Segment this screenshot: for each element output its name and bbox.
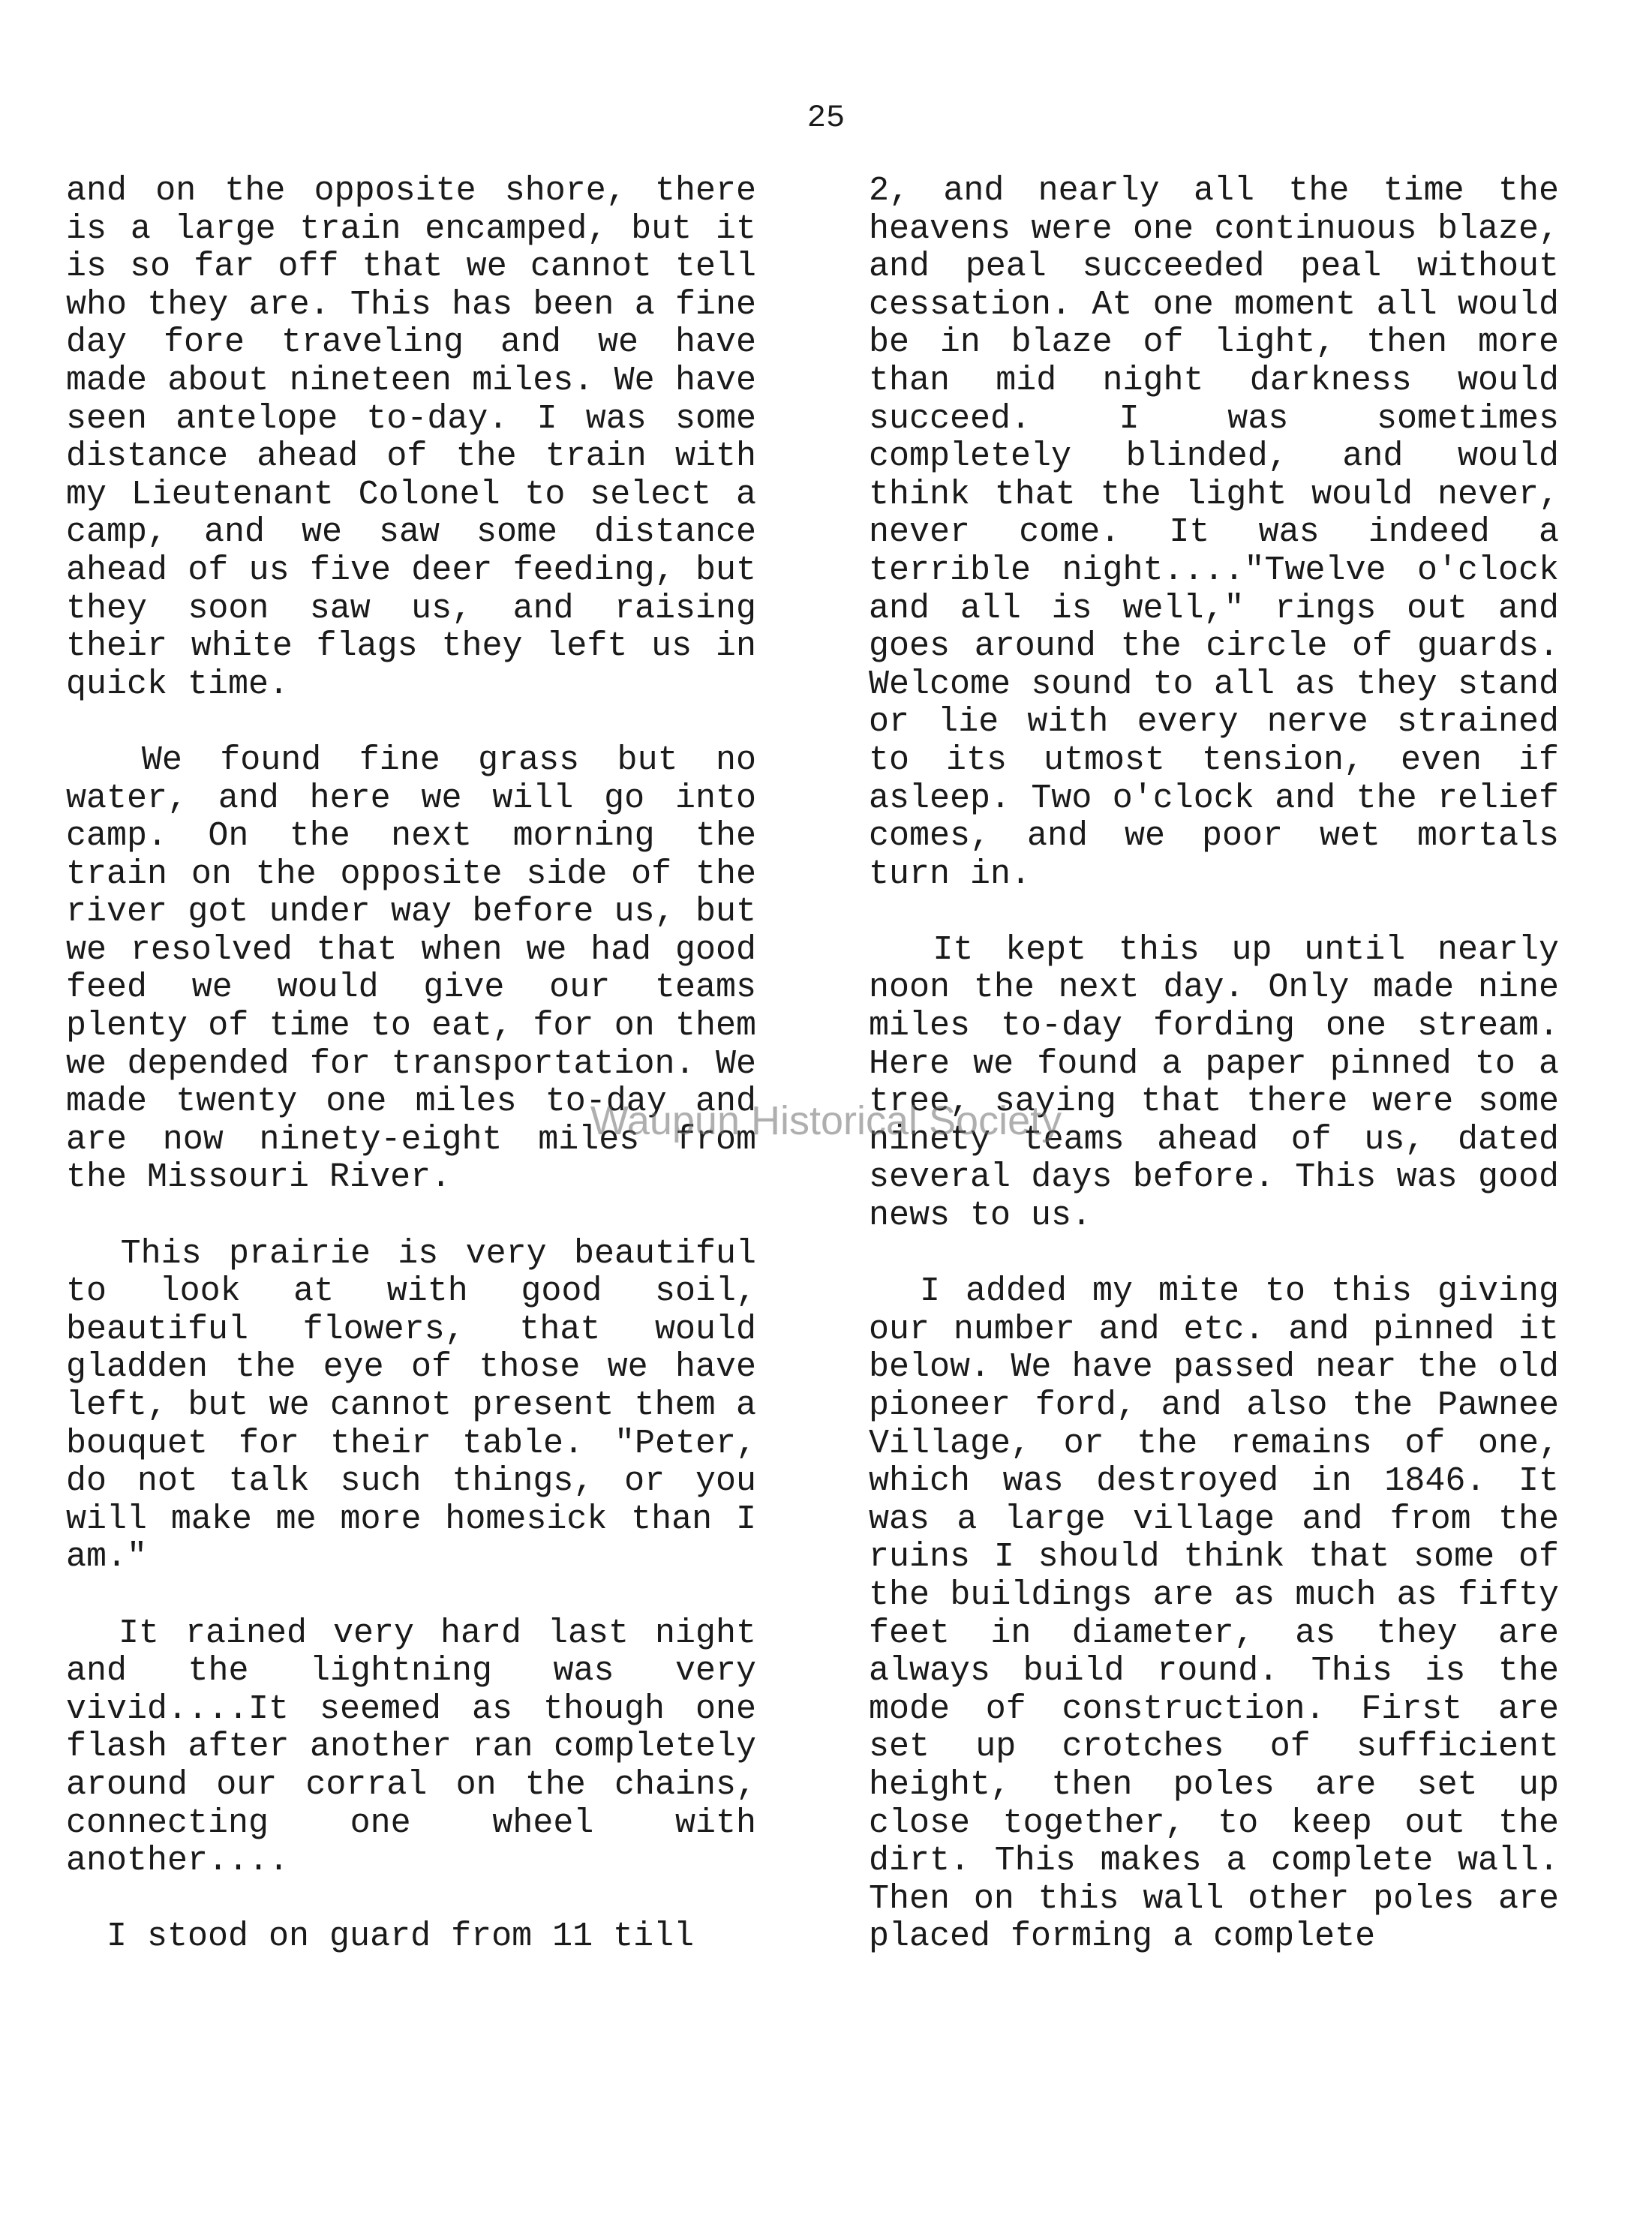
paragraph: It kept this up until nearly noon the next day. Only made nine miles to-day fording one stream. Here we found a paper pinned to a tree, saying that there were some ninety teams ahead of us, dated several days before. This was good news to us.: [869, 930, 1559, 1236]
paragraph: It rained very hard last night and the lightning was very vivid....It seemed as though one flash after another ran completely around our corral on the chains, connecting one wheel with another....: [66, 1614, 756, 1881]
paragraph: I stood on guard from 11 till: [66, 1917, 695, 1956]
right-column: [869, 173, 1559, 1956]
watermark: Waupun Historical Society: [590, 1098, 1062, 1143]
paragraph: We found fine grass but no water, and here we will go into camp. On the next morning the train on the opposite side of the river got under way before us, but we resolved that when we had good feed we would give our teams plenty of time to eat, for on them we depended for transportation. We made twenty one miles to-day and are now ninety-eight miles from the Missouri River.: [66, 740, 756, 1197]
paragraph: This prairie is very beautiful to look at with good soil, beautiful flowers, that would gladden the eye of those we have left, but we cannot present them a bouquet for their table. "Peter, do not talk such things, or you will make me more homesick than I am.": [66, 1234, 756, 1577]
paragraph: I added my mite to this giving our number and etc. and pinned it below. We have passed near the old pioneer ford, and also the Pawnee Village, or the remains of one, which was destroyed in 1846. It was a large village and from the ruins I should think that some of the buildings are as much as fifty feet in diameter, as they are always build round. This is the mode of construction. First are set up crotches of sufficient height, then poles are set up close together, to keep out the dirt. This makes a complete wall. Then on this wall other poles are placed forming a complete: [869, 1272, 1559, 1956]
left-column: [66, 173, 756, 1956]
page-number: 25: [806, 100, 846, 136]
paragraph: and on the opposite shore, there is a large train encamped, but it is so far off that we cannot tell who they are. This has been a fine day fore traveling and we have made about nineteen miles. We have seen antelope to-day. I was some distance ahead of the train with my Lieutenant Colonel to select a camp, and we saw some distance ahead of us five deer feeding, but they soon saw us, and raising their white flags they left us in quick time.: [66, 172, 756, 704]
paragraph: 2, and nearly all the time the heavens were one continuous blaze, and peal succeeded peal without cessation. At one moment all would be in blaze of light, then more than mid night darkness would succeed. I was sometimes completely blinded, and would think that the light would never, never come. It was indeed a terrible night...."Twelve o'clock and all is well," rings out and goes around the circle of guards. Welcome sound to all as they stand or lie with every nerve strained to its utmost tension, even if asleep. Two o'clock and the relief comes, and we poor wet mortals turn in.: [869, 172, 1559, 893]
